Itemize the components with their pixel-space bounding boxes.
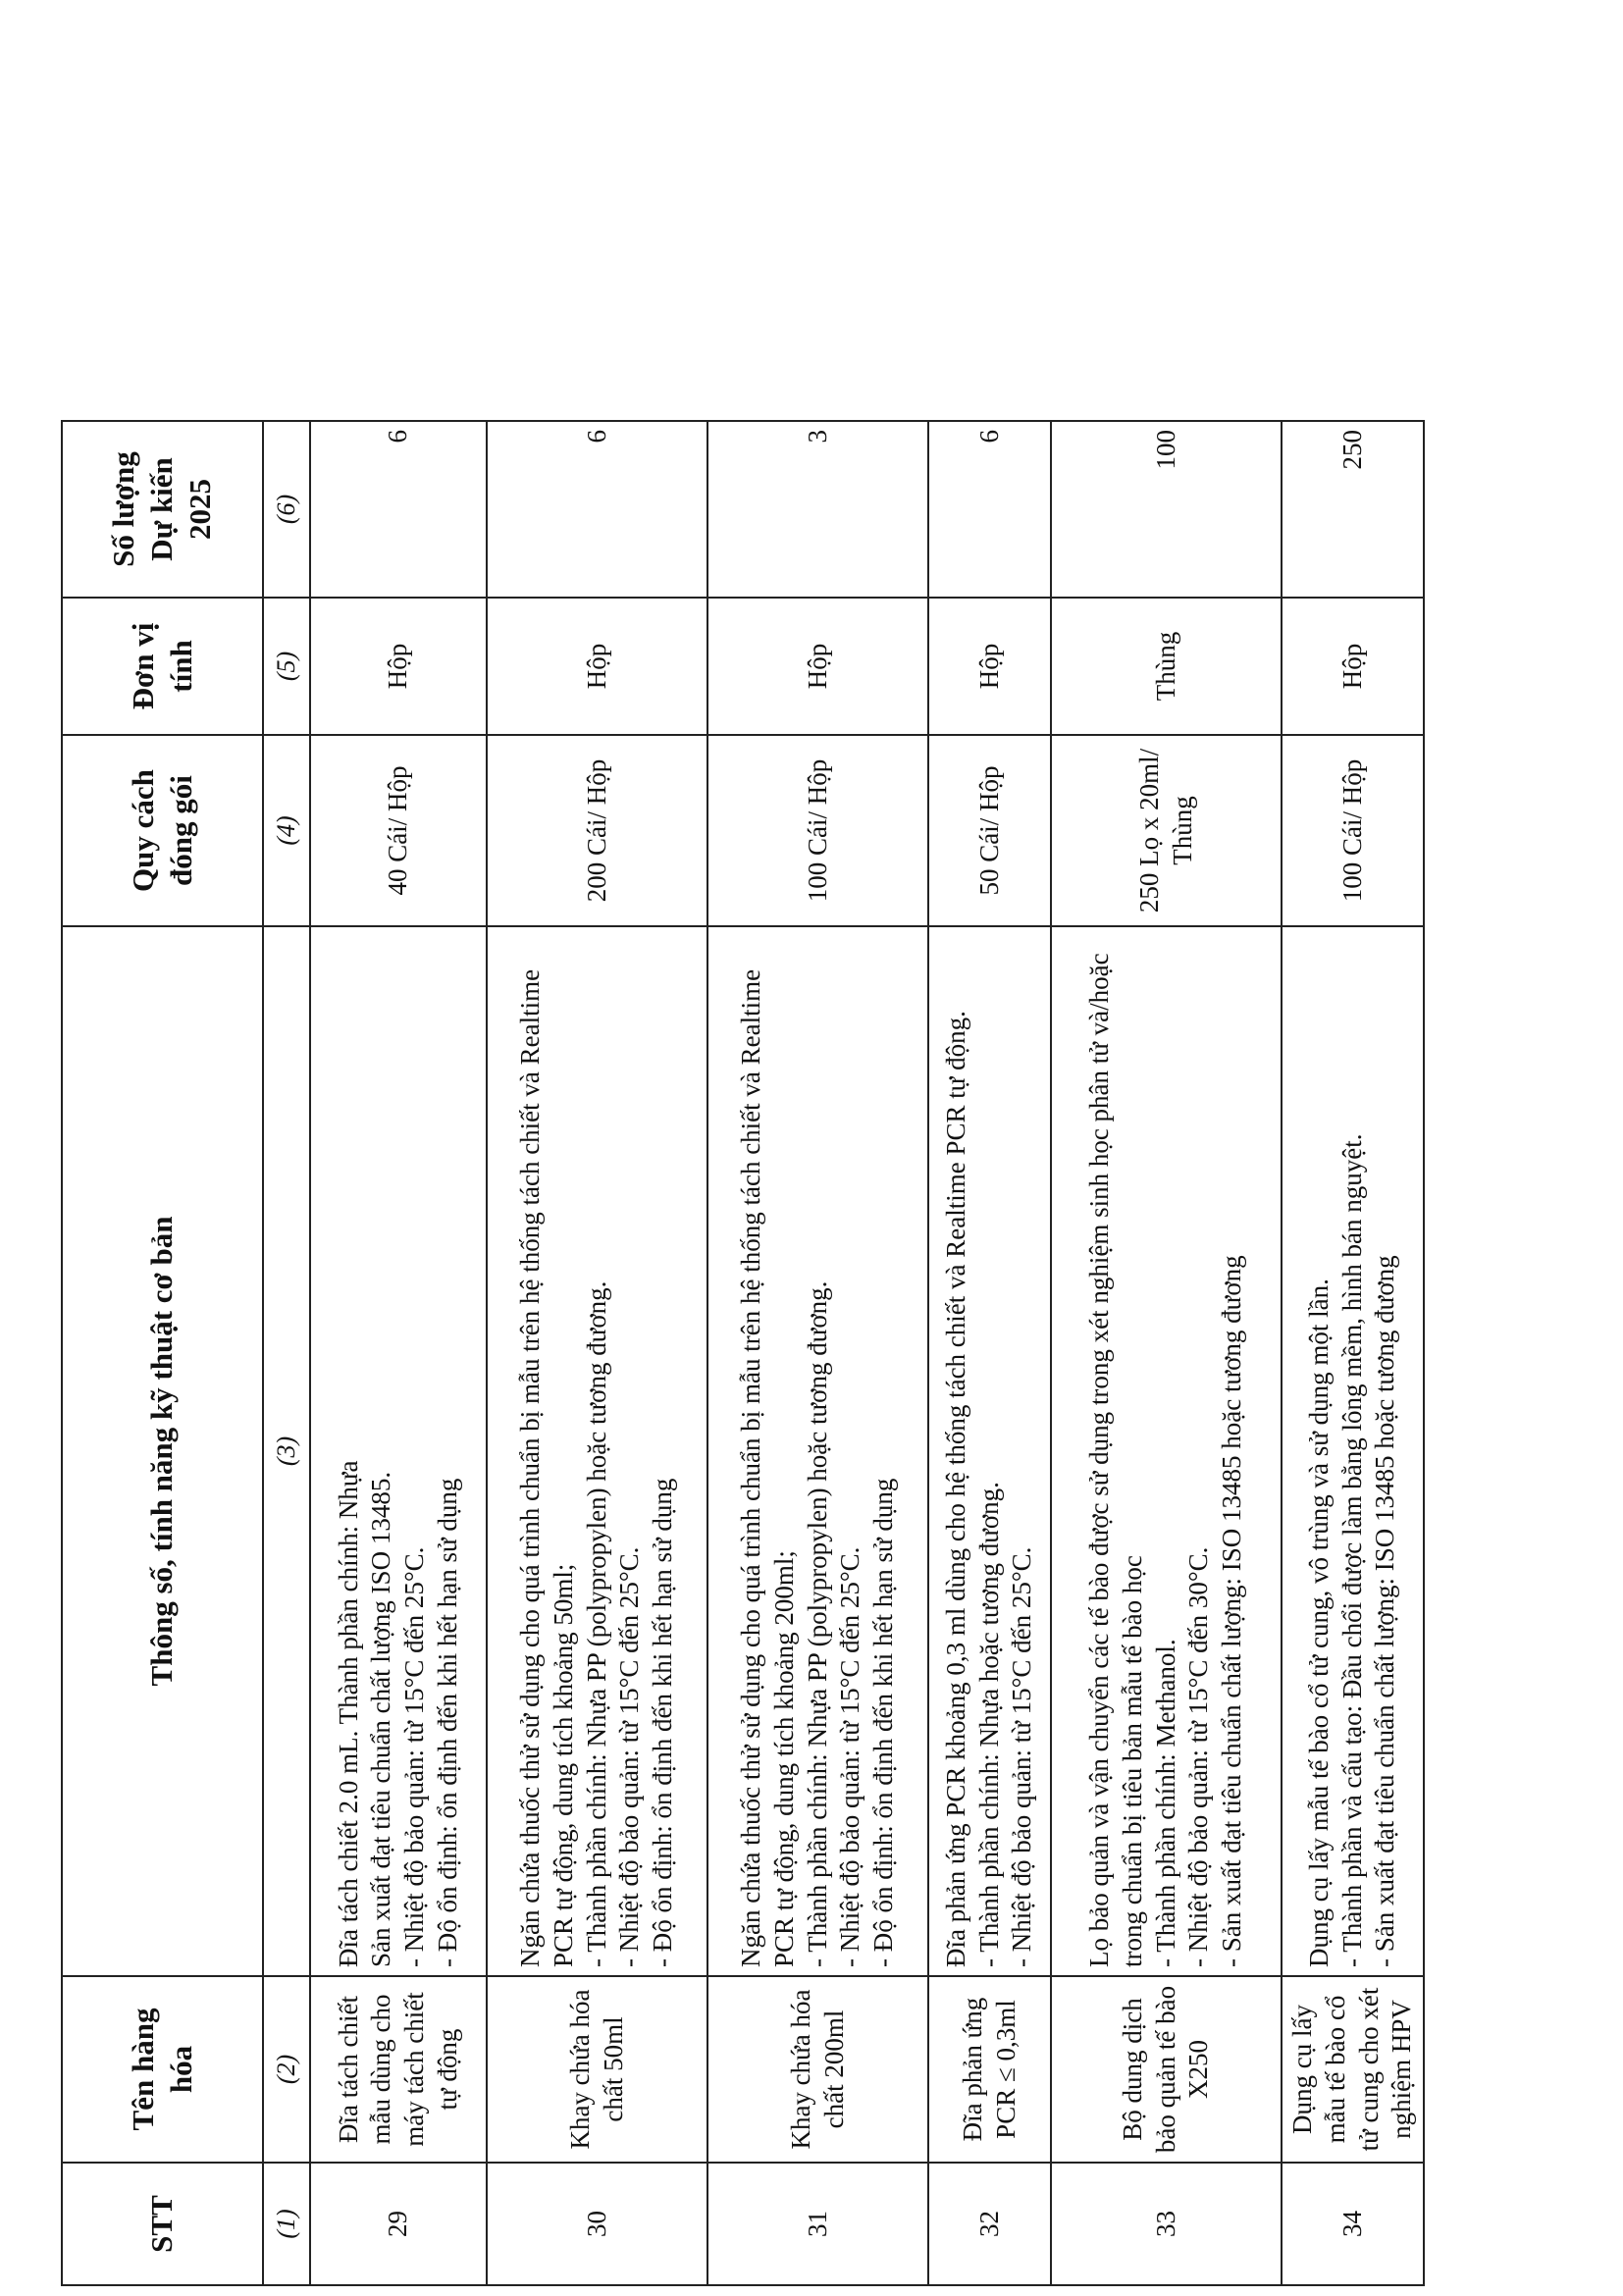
row-stt: 31 [707,2163,928,2285]
spec-line: - Nhiệt độ bảo quản: từ 15°C đến 25°C. [1007,1546,1037,1967]
spec-line: Ngăn chứa thuốc thử sử dụng cho quá trình chuẩn bị mẫu trên hệ thống tách chiết và Realtime PCR tự động, dung tích khoảng 50ml; [515,968,578,1967]
row-qty: 6 [487,421,707,598]
spec-line: - Thành phần chính: Nhựa hoặc tương đương. [973,1482,1004,1967]
row-unit: Thùng [1051,598,1282,735]
spec-line: - Nhiệt độ bảo quản: từ 15°C đến 25°C. [614,1546,645,1967]
row-name: Đĩa tách chiết mẫu dùng cho máy tách chiết tự động [310,1976,487,2163]
row-qty: 250 [1282,421,1424,598]
spec-line: Ngăn chứa thuốc thử sử dụng cho quá trình chuẩn bị mẫu trên hệ thống tách chiết và Realtime PCR tự động, dung tích khoảng 200ml; [736,968,799,1967]
spec-line: - Sản xuất đạt tiêu chuẩn chất lượng: ISO 13485 hoặc tương đương [1370,1255,1400,1967]
column-number: (2) [263,1976,310,2163]
row-qty: 3 [707,421,928,598]
spec-line: - Độ ổn định: ổn định đến khi hết hạn sử dụng [432,1478,462,1967]
header-name: Tên hàng hóa [62,1976,263,2163]
spec-line: - Sản xuất đạt tiêu chuẩn chất lượng: ISO 13485 hoặc tương đương [1217,1255,1247,1967]
column-number-row [263,421,310,2285]
column-number: (5) [263,598,310,735]
row-unit: Hộp [928,598,1051,735]
row-spec [487,926,707,1976]
row-pack: 100 Cái/ Hộp [1282,735,1424,926]
row-stt: 32 [928,2163,1051,2285]
header-spec: Thông số, tính năng kỹ thuật cơ bản [62,926,263,1976]
table-row [707,421,928,2285]
row-qty: 6 [310,421,487,598]
row-spec [928,926,1051,1976]
spec-line: Dụng cụ lấy mẫu tế bào cổ tử cung, vô trùng và sử dụng một lần. [1303,1278,1334,1967]
header-pack: Quy cách đóng gói [62,735,263,926]
specification-table [61,420,1425,2286]
row-qty: 100 [1051,421,1282,598]
spec-line: Đĩa tách chiết 2.0 mL. Thành phần chính: Nhựa [333,1460,363,1967]
row-name: Bộ dung dịch bảo quản tế bào X250 [1051,1976,1282,2163]
table-row [487,421,707,2285]
table-row [1051,421,1282,2285]
spec-line: Lọ bảo quản và vận chuyển các tế bào được sử dụng trong xét nghiệm sinh học phân tử và/hoặc trong chuẩn bị tiêu bản mẫu tế bào học [1084,953,1147,1967]
table-row [1282,421,1424,2285]
row-name: Dụng cụ lấy mẫu tế bào cổ tử cung cho xét nghiệm HPV [1282,1976,1424,2163]
row-pack: 250 Lọ x 20ml/ Thùng [1051,735,1282,926]
row-spec [1282,926,1424,1976]
header-unit: Đơn vị tính [62,598,263,735]
row-unit: Hộp [310,598,487,735]
header-row [62,421,263,2285]
header-qty: Số lượng Dự kiến 2025 [62,421,263,598]
spec-line: - Thành phần chính: Methanol. [1150,1639,1180,1967]
column-number: (6) [263,421,310,598]
row-qty: 6 [928,421,1051,598]
row-name: Khay chứa hóa chất 200ml [707,1976,928,2163]
row-name: Khay chứa hóa chất 50ml [487,1976,707,2163]
spec-line: - Độ ổn định: ổn định đến khi hết hạn sử dụng [648,1478,678,1967]
row-spec [310,926,487,1976]
spec-line: - Thành phần chính: Nhựa PP (polypropylen) hoặc tương đương. [802,1280,832,1967]
column-number: (1) [263,2163,310,2285]
spec-line: - Nhiệt độ bảo quản: từ 15°C đến 25°C. [399,1546,429,1967]
spec-line: Đĩa phản ứng PCR khoảng 0,3 ml dùng cho hệ thống tách chiết và Realtime PCR tự động. [940,1011,970,1967]
spec-line: - Thành phần chính: Nhựa PP (polypropylen) hoặc tương đương. [581,1280,611,1967]
row-stt: 33 [1051,2163,1282,2285]
row-unit: Hộp [487,598,707,735]
column-number: (4) [263,735,310,926]
row-unit: Hộp [1282,598,1424,735]
row-spec [707,926,928,1976]
row-unit: Hộp [707,598,928,735]
row-stt: 29 [310,2163,487,2285]
row-pack: 50 Cái/ Hộp [928,735,1051,926]
spec-line: Sản xuất đạt tiêu chuẩn chất lượng ISO 13485. [366,1471,396,1967]
spec-line: - Nhiệt độ bảo quản: từ 15°C đến 25°C. [835,1546,865,1967]
column-number: (3) [263,926,310,1976]
table-row [928,421,1051,2285]
row-stt: 34 [1282,2163,1424,2285]
row-pack: 200 Cái/ Hộp [487,735,707,926]
table-row [310,421,487,2285]
row-stt: 30 [487,2163,707,2285]
header-stt: STT [62,2163,263,2285]
row-pack: 40 Cái/ Hộp [310,735,487,926]
row-spec [1051,926,1282,1976]
row-name: Đĩa phản ứng PCR ≤ 0,3ml [928,1976,1051,2163]
spec-line: - Thành phần và cấu tạo: Đầu chổi được làm bằng lông mềm, hình bán nguyệt. [1336,1133,1367,1967]
spec-line: - Độ ổn định: ổn định đến khi hết hạn sử dụng [868,1478,899,1967]
row-pack: 100 Cái/ Hộp [707,735,928,926]
spec-line: - Nhiệt độ bảo quản: từ 15°C đến 30°C. [1183,1546,1214,1967]
